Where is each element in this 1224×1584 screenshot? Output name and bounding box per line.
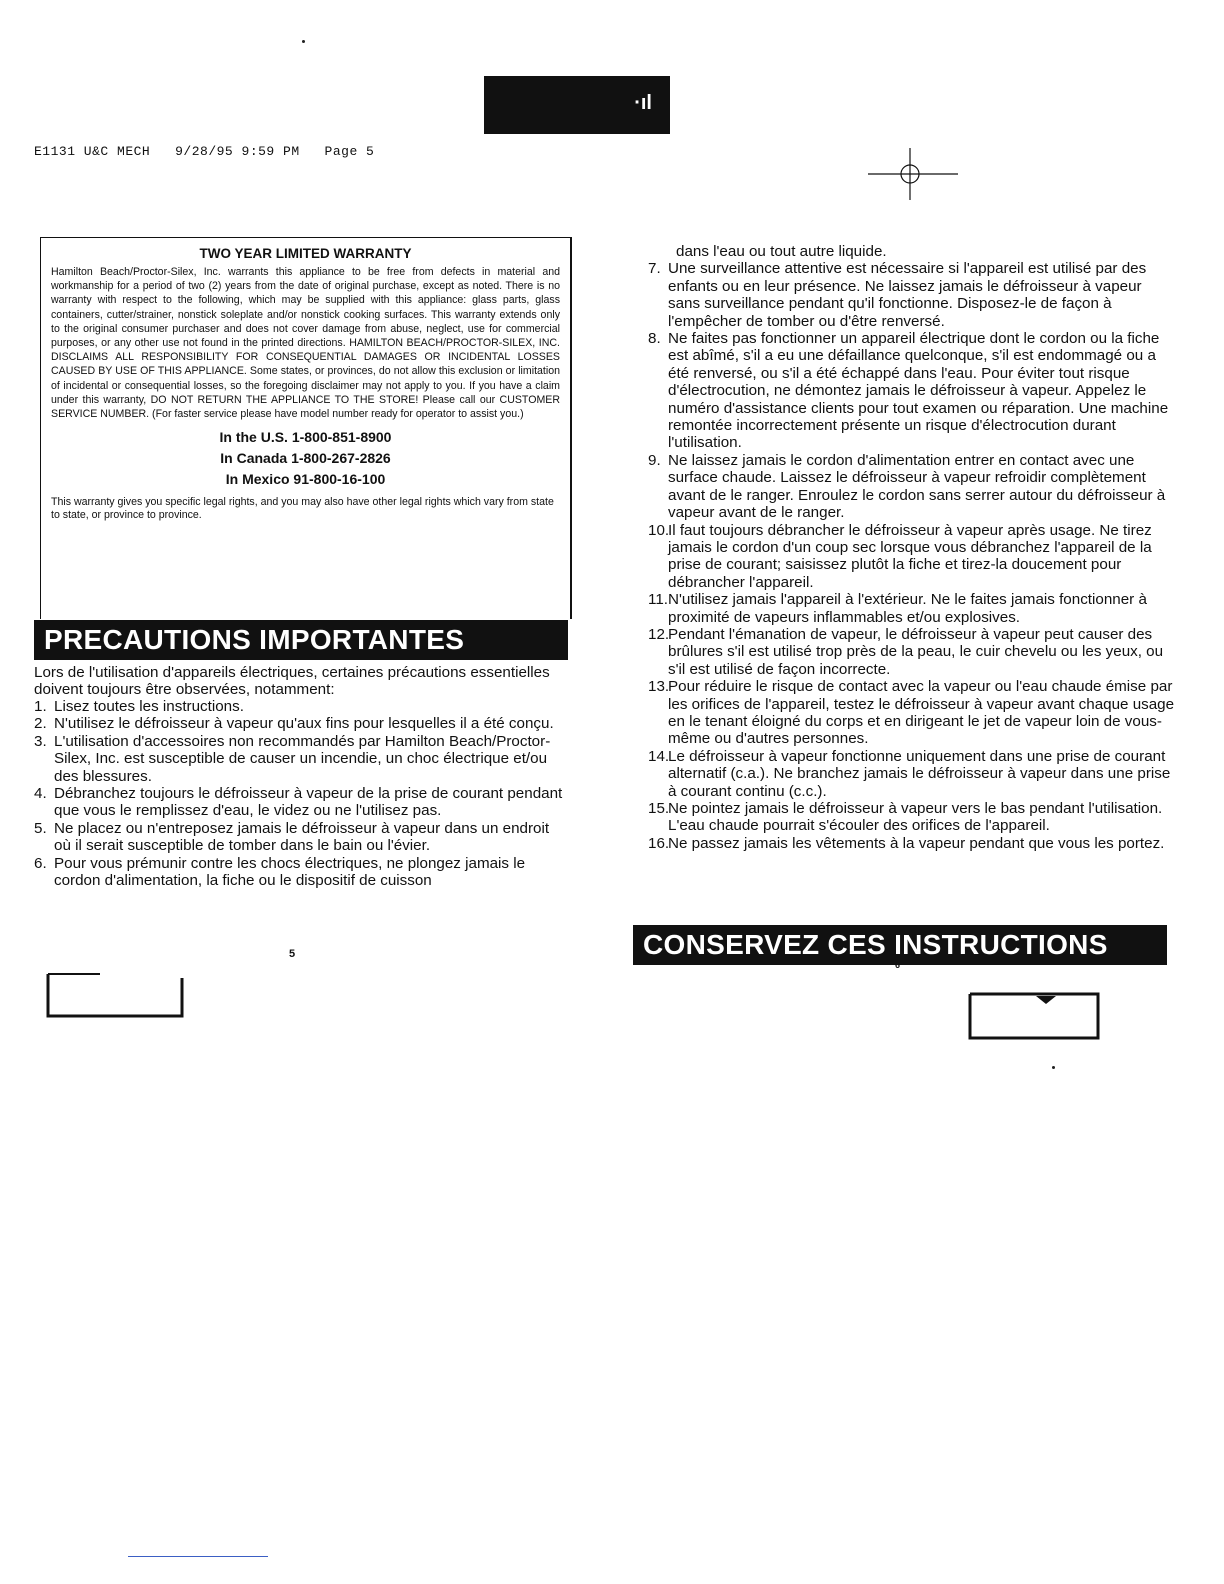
page-number-right: 6 bbox=[895, 960, 901, 970]
list-item: 14. Le défroisseur à vapeur fonctionne uniquement dans une prise de courant alternatif (c.a.). Ne branchez jamais le défroisseur à vapeur dans une prise à courant continu (c.c.). bbox=[648, 747, 1171, 800]
warranty-phones bbox=[51, 427, 560, 490]
scan-speck bbox=[302, 40, 305, 43]
precautions-list-left bbox=[34, 698, 564, 889]
list-item: 4. Débranchez toujours le défroisseur à vapeur de la prise de courant pendant que vous le remplissez d'eau, le videz ou ne l'utilisez pas. bbox=[34, 785, 563, 820]
list-item: 7. Une surveillance attentive est nécessaire si l'appareil est utilisé par des enfants ou en leur présence. Ne laissez jamais le défroisseur à vapeur sans surveillance pendant qu'il fonctionne. Disposez-le de façon à l'empêcher de tomber ou d'être renversé. bbox=[648, 260, 1147, 330]
registration-tab bbox=[484, 76, 670, 134]
conserve-banner: CONSERVEZ CES INSTRUCTIONS bbox=[633, 925, 1167, 965]
bottom-rule bbox=[128, 1556, 268, 1557]
list-item: 10. Il faut toujours débrancher le défroisseur à vapeur après usage. Ne tirez jamais le cordon d'un coup sec lorsque vous débranchez l'appareil de la prise de courant; saisissez plutôt la fiche et tirez-la doucement pour débrancher l'appareil. bbox=[648, 521, 1152, 591]
print-header: E1131 U&C MECH 9/28/95 9:59 PM Page 5 bbox=[34, 144, 375, 159]
list-item: 11. N'utilisez jamais l'appareil à l'extérieur. Ne le faites jamais fonctionner à proximité de vapeurs inflammables et/ou explosives. bbox=[648, 591, 1147, 626]
phone-mexico: In Mexico 91-800-16-100 bbox=[225, 471, 386, 488]
list-item: 13. Pour réduire le risque de contact avec la vapeur ou l'eau chaude émise par les orifices de l'appareil, testez le défroisseur à vapeur avant chaque usage en le tenant éloigné du corps et en dirigeant le jet de vapeur loin de vous-même ou d'autres personnes. bbox=[648, 678, 1175, 748]
precautions-list-right bbox=[648, 243, 1176, 852]
continuation-line: dans l'eau ou tout autre liquide. bbox=[676, 243, 887, 260]
phone-canada: In Canada 1-800-267-2826 bbox=[220, 450, 391, 467]
warranty-footer: This warranty gives you specific legal rights, and you may also have other legal rights which vary from state to state, or province to province. bbox=[51, 496, 554, 522]
list-item: 16. Ne passez jamais les vêtements à la vapeur pendant que vous les portez. bbox=[648, 834, 1165, 852]
warranty-title: TWO YEAR LIMITED WARRANTY bbox=[199, 246, 412, 261]
page-number-left: 5 bbox=[289, 948, 296, 960]
list-item: 2. N'utilisez le défroisseur à vapeur qu'aux fins pour lesquelles il a été conçu. bbox=[34, 715, 554, 733]
crop-bracket-icon bbox=[40, 970, 186, 1020]
list-item: 9. Ne laissez jamais le cordon d'alimentation entrer en contact avec une surface chaude. Laissez le défroisseur à vapeur refroidir complètement avant de le ranger. Enroulez le cordon sans serrer autour du défroisseur à vapeur avant de le ranger. bbox=[648, 451, 1166, 522]
warranty-box bbox=[40, 237, 572, 619]
phone-us: In the U.S. 1-800-851-8900 bbox=[219, 429, 392, 446]
list-item: 6. Pour vous prémunir contre les chocs électriques, ne plongez jamais le cordon d'alimentation, la fiche ou le dispositif de cuisson bbox=[34, 854, 526, 890]
scan-speck bbox=[1052, 1066, 1055, 1069]
precautions-banner: PRECAUTIONS IMPORTANTES bbox=[34, 620, 568, 660]
tab-mark: ·ıl bbox=[634, 92, 652, 114]
crop-bracket-icon bbox=[966, 988, 1104, 1044]
list-item: 1. Lisez toutes les instructions. bbox=[34, 698, 244, 715]
list-item: 12. Pendant l'émanation de vapeur, le défroisseur à vapeur peut causer des brûlures s'il est utilisé trop près de la peau, le cuir chevelu ou les yeux, ou s'il est utilisé de façon incorrecte. bbox=[648, 625, 1164, 678]
list-item: 5. Ne placez ou n'entreposez jamais le défroisseur à vapeur dans un endroit où il serait susceptible de tomber dans le bain ou l'évier. bbox=[34, 819, 550, 855]
list-item: 8. Ne faites pas fonctionner un appareil électrique dont le cordon ou la fiche est abîmé, s'il a eu une défaillance quelconque, s'il est endommagé ou a été renversé, ou s'il a été échappé dans l'eau. Pour éviter tout risque d'électrocution, ne démontez jamais le défroisseur à vapeur. Appelez le numéro d'assistance clients pour tout examen ou réparation. Une machine remontée incorrectement présente un risque d'électrocution durant l'utilisation. bbox=[648, 330, 1169, 452]
registration-crosshair-icon bbox=[868, 148, 958, 200]
precautions-intro: Lors de l'utilisation d'appareils électriques, certaines précautions essentielles doivent toujours être observées, notamment: bbox=[34, 664, 550, 698]
warranty-body: Hamilton Beach/Proctor-Silex, Inc. warrants this appliance to be free from defects in material and workmanship for a period of two (2) years from the date of original purchase, except as noted. There is no warranty with respect to the following, which may be supplied with this appliance: glass parts, glass containers, cutter/strainer, nonstick soleplate and/or nonstick cooking surfaces. This warranty extends only to the original consumer purchaser and does not cover damage from abuse, neglect, use for commercial purposes, or any other use not found in the printed directions. HAMILTON BEACH/PROCTOR-SILEX, INC. DISCLAIMS ALL RESPONSIBILITY FOR CONSEQUENTIAL DAMAGES OR INCIDENTAL LOSSES CAUSED BY USE OF THIS APPLIANCE. Some states, or provinces, do not allow this exclusion or limitation of incidental or consequential losses, so the foregoing disclaimer may not apply to you. If you have a claim under this warranty, DO NOT RETURN THE APPLIANCE TO THE STORE! Please call our CUSTOMER SERVICE NUMBER. (For faster service please have model number ready for operator to assist you.) bbox=[51, 266, 560, 421]
list-item: 15. Ne pointez jamais le défroisseur à vapeur vers le bas pendant l'utilisation. L'eau chaude pourrait s'écouler des orifices de l'appareil. bbox=[648, 800, 1163, 835]
list-item: 3. L'utilisation d'accessoires non recommandés par Hamilton Beach/Proctor-Silex, Inc. est susceptible de causer un incendie, un choc électrique et/ou des blessures. bbox=[34, 732, 551, 785]
